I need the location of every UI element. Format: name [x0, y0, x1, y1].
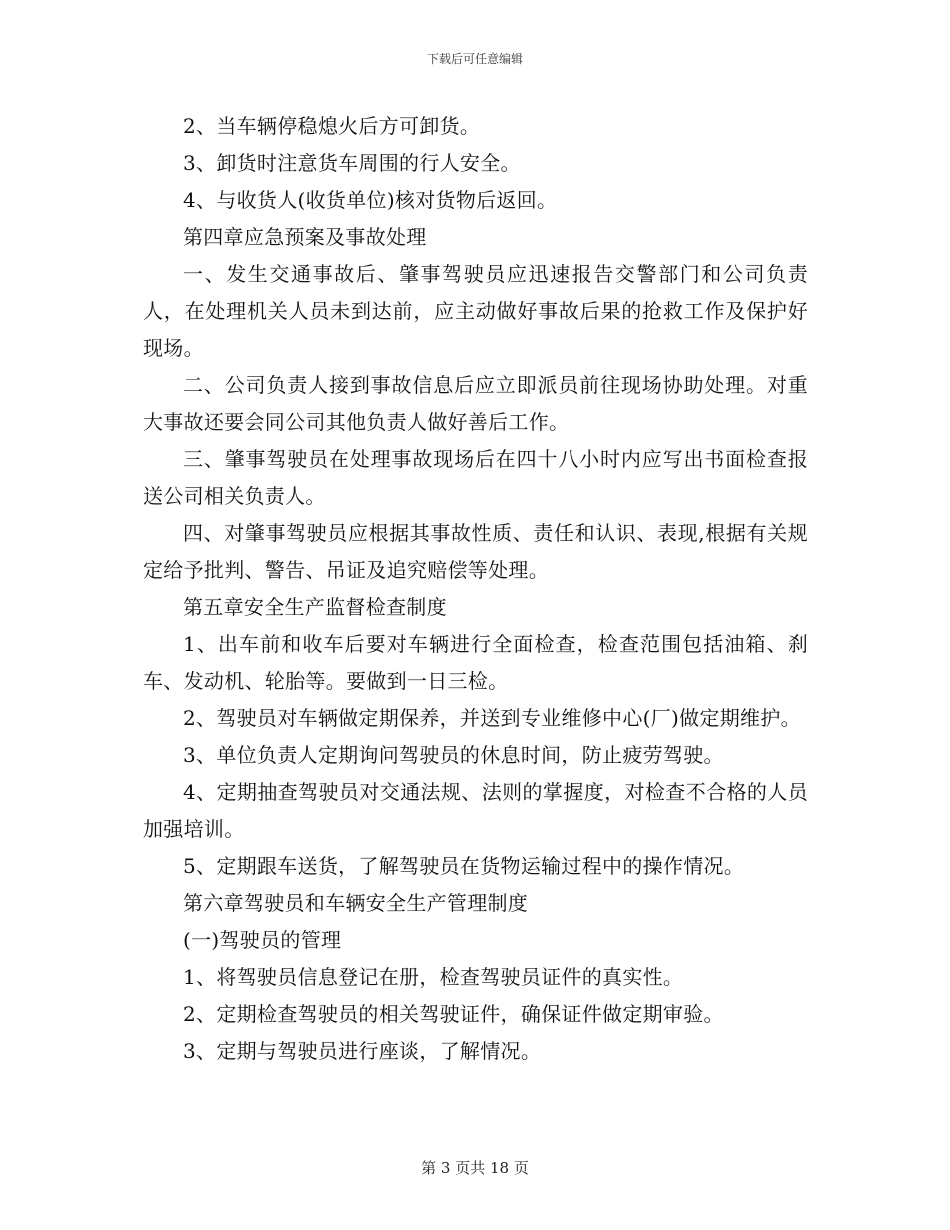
paragraph-11: 2、驾驶员对车辆做定期保养，并送到专业维修中心(厂)做定期维护。 — [183, 706, 801, 730]
chapter-6-heading: 第六章驾驶员和车辆安全生产管理制度 — [183, 891, 529, 915]
paragraph-17: 1、将驾驶员信息登记在册，检查驾驶员证件的真实性。 — [183, 965, 684, 989]
paragraph-19: 3、定期与驾驶员进行座谈，了解情况。 — [183, 1039, 542, 1063]
page-header: 下载后可任意编辑 — [426, 52, 523, 66]
chapter-4-heading: 第四章应急预案及事故处理 — [183, 225, 427, 249]
paragraph-12: 3、单位负责人定期询问驾驶员的休息时间，防止疲劳驾驶。 — [183, 743, 724, 767]
section-heading: (一)驾驶员的管理 — [183, 928, 342, 952]
paragraph-2: 3、卸货时注意货车周围的行人安全。 — [183, 151, 521, 175]
paragraph-8: 四、对肇事驾驶员应根据其事故性质、责任和认识、表现,根据有关规定给予批判、警告、吊证及追究赔偿等处理。 — [143, 521, 808, 582]
page-footer: 第 3 页共 18 页 — [421, 1159, 529, 1177]
paragraph-14: 5、定期跟车送货，了解驾驶员在货物运输过程中的操作情况。 — [183, 854, 745, 878]
paragraph-10: 1、出车前和收车后要对车辆进行全面检查，检查范围包括油箱、刹车、发动机、轮胎等。要做到一日三检。 — [143, 632, 808, 693]
paragraph-3: 4、与收货人(收货单位)核对货物后返回。 — [183, 188, 558, 212]
paragraph-6: 二、公司负责人接到事故信息后应立即派员前往现场协助处理。对重大事故还要会同公司其他负责人做好善后工作。 — [143, 373, 808, 434]
chapter-5-heading: 第五章安全生产监督检查制度 — [183, 595, 447, 619]
paragraph-18: 2、定期检查驾驶员的相关驾驶证件，确保证件做定期审验。 — [183, 1002, 724, 1026]
document-body — [143, 108, 808, 1070]
paragraph-1: 2、当车辆停稳熄火后方可卸货。 — [183, 114, 481, 138]
paragraph-13: 4、定期抽查驾驶员对交通法规、法则的掌握度，对检查不合格的人员加强培训。 — [143, 780, 808, 841]
paragraph-5: 一、发生交通事故后、肇事驾驶员应迅速报告交警部门和公司负责人，在处理机关人员未到达前，应主动做好事故后果的抢救工作及保护好现场。 — [143, 262, 808, 360]
paragraph-7: 三、肇事驾驶员在处理事故现场后在四十八小时内应写出书面检查报送公司相关负责人。 — [143, 447, 808, 508]
